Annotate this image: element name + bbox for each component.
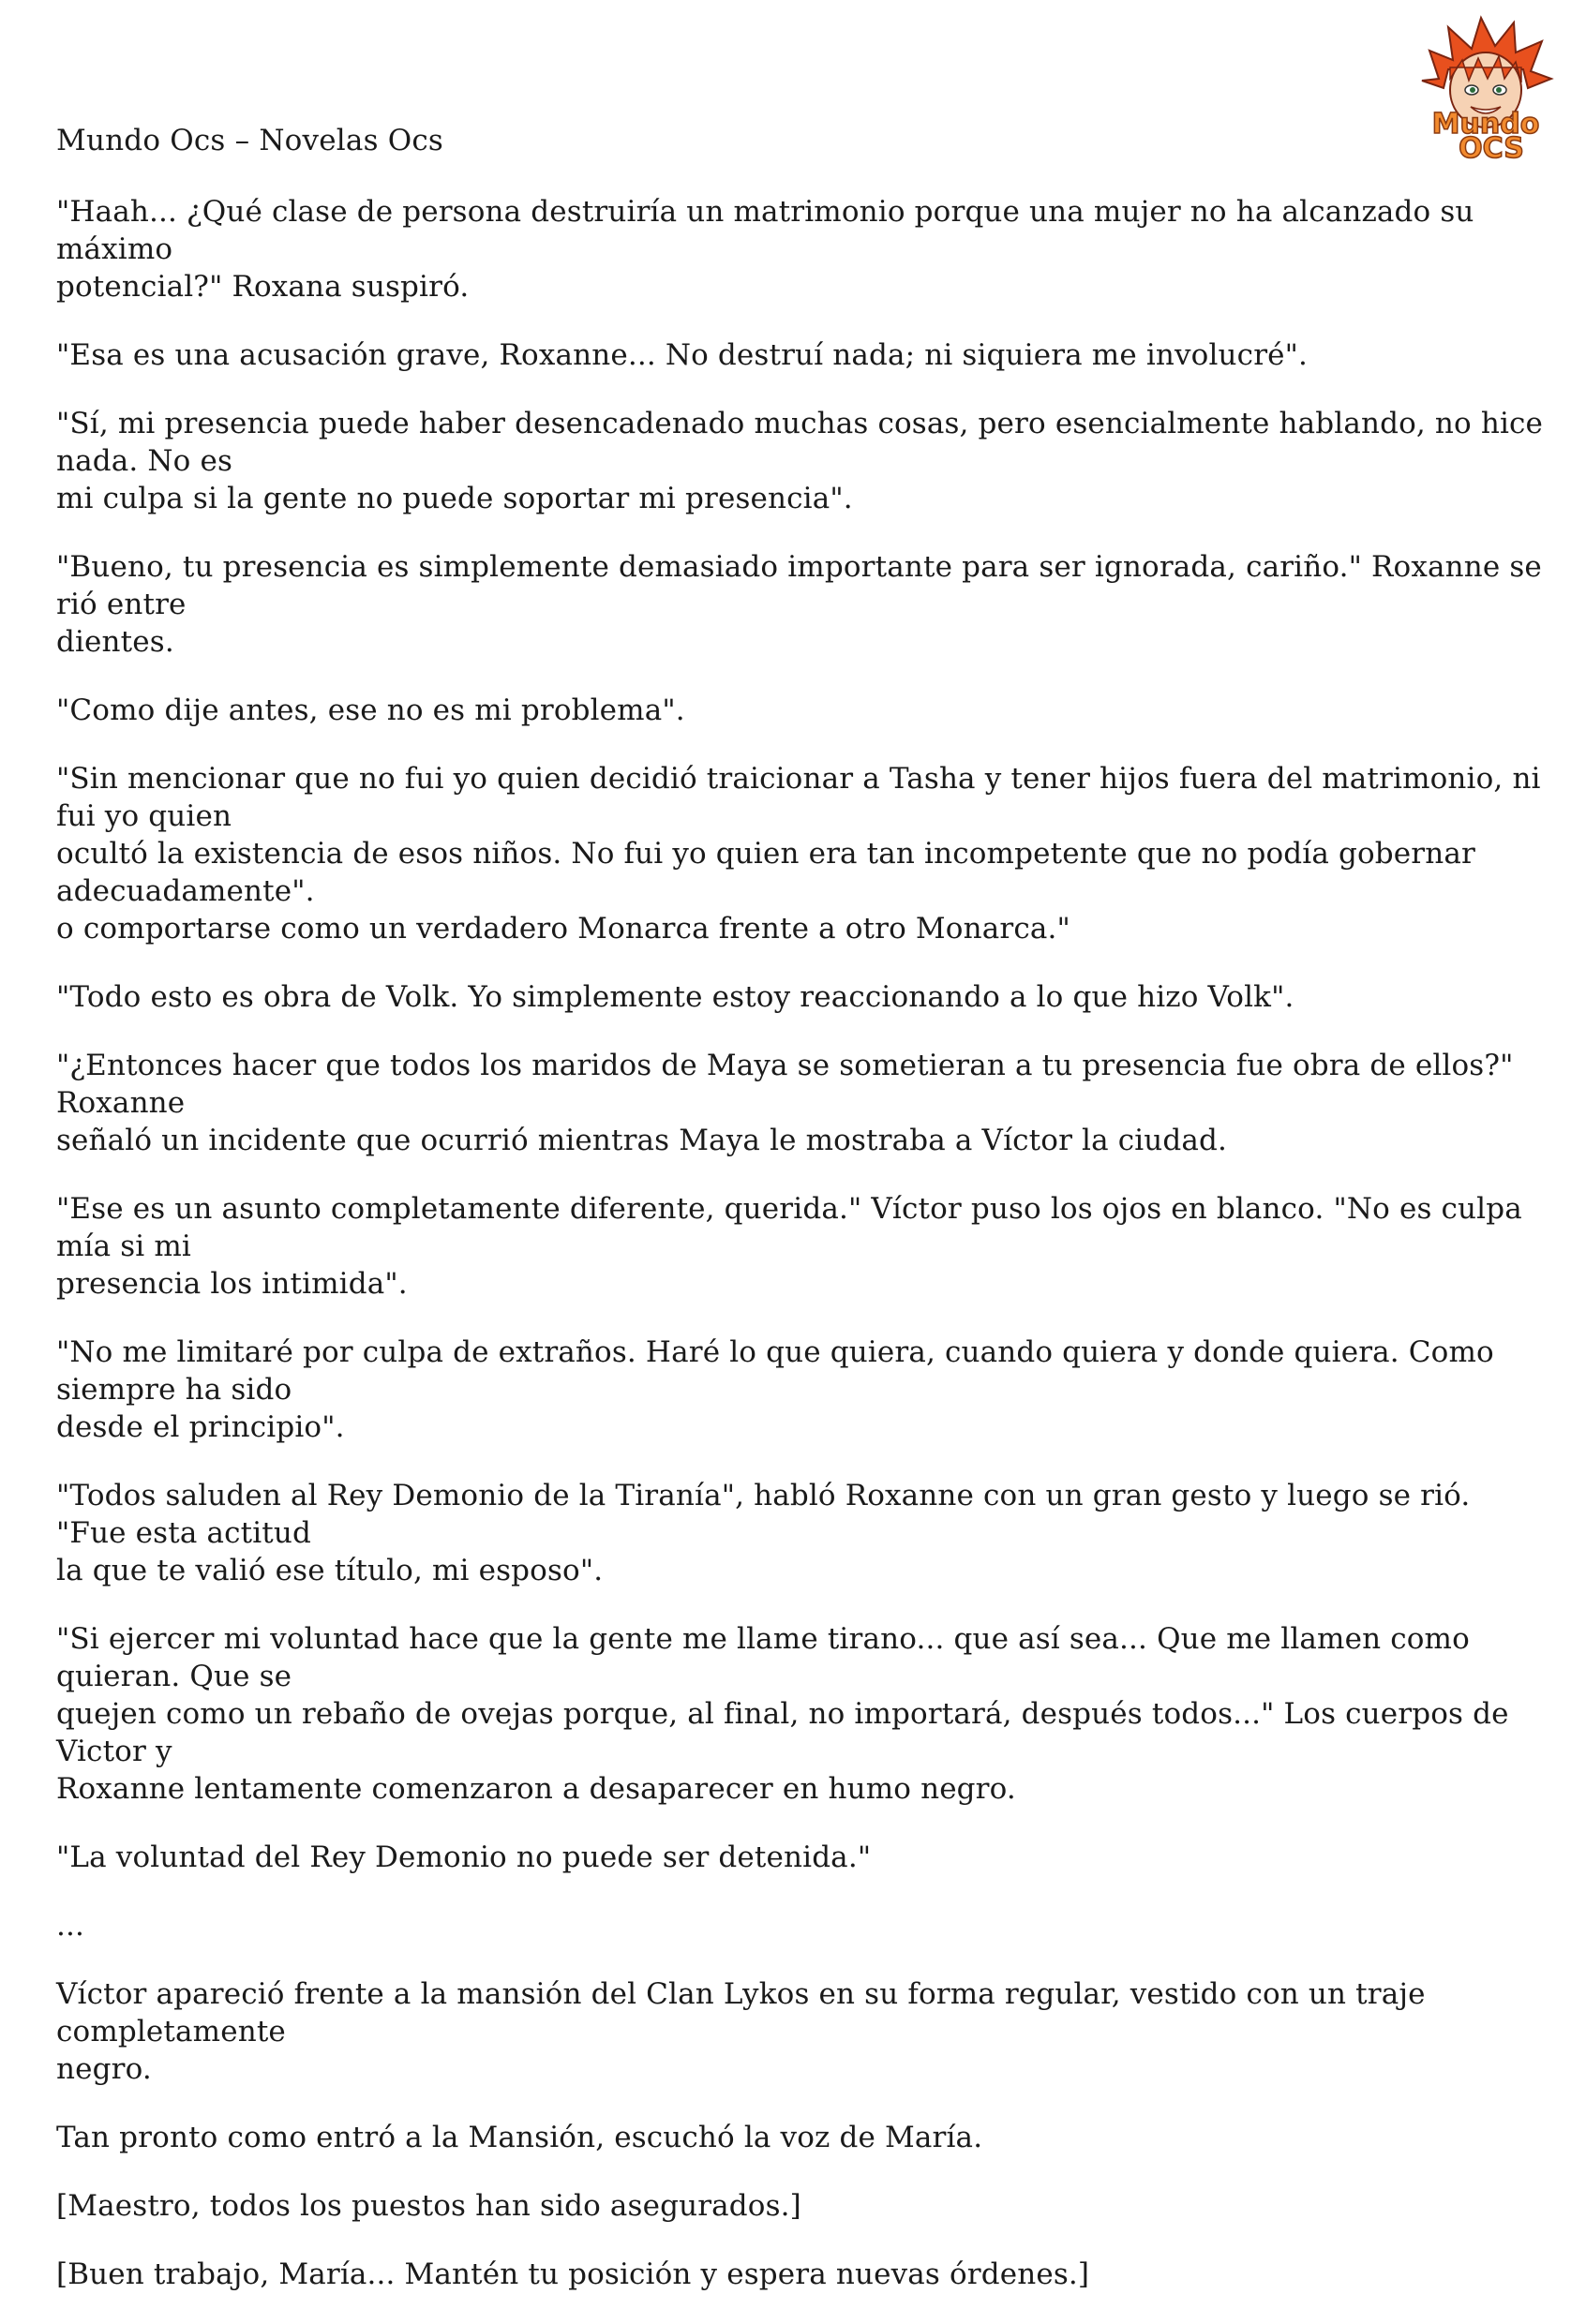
paragraph: "Sin mencionar que no fui yo quien decidió traicionar a Tasha y tener hijos fuera del matrimonio, ni fui yo quien ocultó la existencia de esos niños. No fui yo quien era tan incompetente que no podía gobernar adecuadamente". o comportarse como un verdadero Monarca frente a otro Monarca." bbox=[56, 762, 1541, 946]
mundo-ocs-logo bbox=[1411, 13, 1561, 163]
paragraph: ... bbox=[56, 1909, 85, 1943]
paragraph: "Todo esto es obra de Volk. Yo simplemente estoy reaccionando a lo que hizo Volk". bbox=[56, 980, 1294, 1014]
paragraph: "Bueno, tu presencia es simplemente demasiado importante para ser ignorada, cariño." Roxanne se rió entre dientes. bbox=[56, 550, 1542, 659]
paragraph: "Sí, mi presencia puede haber desencadenado muchas cosas, pero esencialmente hablando, no hice nada. No es mi culpa si la gente no puede soportar mi presencia". bbox=[56, 407, 1544, 515]
paragraph: "Como dije antes, ese no es mi problema". bbox=[56, 693, 685, 727]
paragraph: "La voluntad del Rey Demonio no puede ser detenida." bbox=[56, 1840, 872, 1874]
paragraph: "¿Entonces hacer que todos los maridos de Maya se sometieran a tu presencia fue obra de ellos?" Roxanne señaló un incidente que ocurrió mientras Maya le mostraba a Víctor la ciudad. bbox=[56, 1049, 1514, 1157]
svg-text:Mundo: Mundo bbox=[1431, 108, 1540, 141]
paragraph: Tan pronto como entró a la Mansión, escuchó la voz de María. bbox=[56, 2121, 983, 2154]
document-body bbox=[56, 193, 1547, 2324]
paragraph: [Maestro, todos los puestos han sido asegurados.] bbox=[56, 2189, 801, 2223]
paragraph: "Ese es un asunto completamente diferente, querida." Víctor puso los ojos en blanco. "No es culpa mía si mi presencia los intimida". bbox=[56, 1192, 1522, 1301]
paragraph: "Haah... ¿Qué clase de persona destruiría un matrimonio porque una mujer no ha alcanzado su máximo potencial?" Roxana suspiró. bbox=[56, 195, 1474, 304]
logo-illustration-icon bbox=[1411, 13, 1561, 163]
paragraph: "Esa es una acusación grave, Roxanne... No destruí nada; ni siquiera me involucré". bbox=[56, 338, 1309, 372]
paragraph: Víctor apareció frente a la mansión del Clan Lykos en su forma regular, vestido con un traje completamente negro. bbox=[56, 1977, 1426, 2086]
paragraph: "No me limitaré por culpa de extraños. Haré lo que quiera, cuando quiera y donde quiera. Como siempre ha sido desde el principio". bbox=[56, 1335, 1494, 1444]
svg-text:OCS: OCS bbox=[1459, 132, 1524, 163]
paragraph: "Todos saluden al Rey Demonio de la Tiranía", habló Roxanne con un gran gesto y luego se rió. "Fue esta actitud la que te valió ese título, mi esposo". bbox=[56, 1479, 1471, 1587]
paragraph: "Si ejercer mi voluntad hace que la gente me llame tirano... que así sea... Que me llamen como quieran. Que se quejen como un rebaño de ovejas porque, al final, no importará, después todos..." Los cuerpos de Victor y Roxanne lentamente comenzaron a desaparecer en humo negro. bbox=[56, 1622, 1509, 1806]
paragraph: [Buen trabajo, María... Mantén tu posición y espera nuevas órdenes.] bbox=[56, 2257, 1090, 2291]
document-header: Mundo Ocs – Novelas Ocs bbox=[56, 124, 444, 157]
